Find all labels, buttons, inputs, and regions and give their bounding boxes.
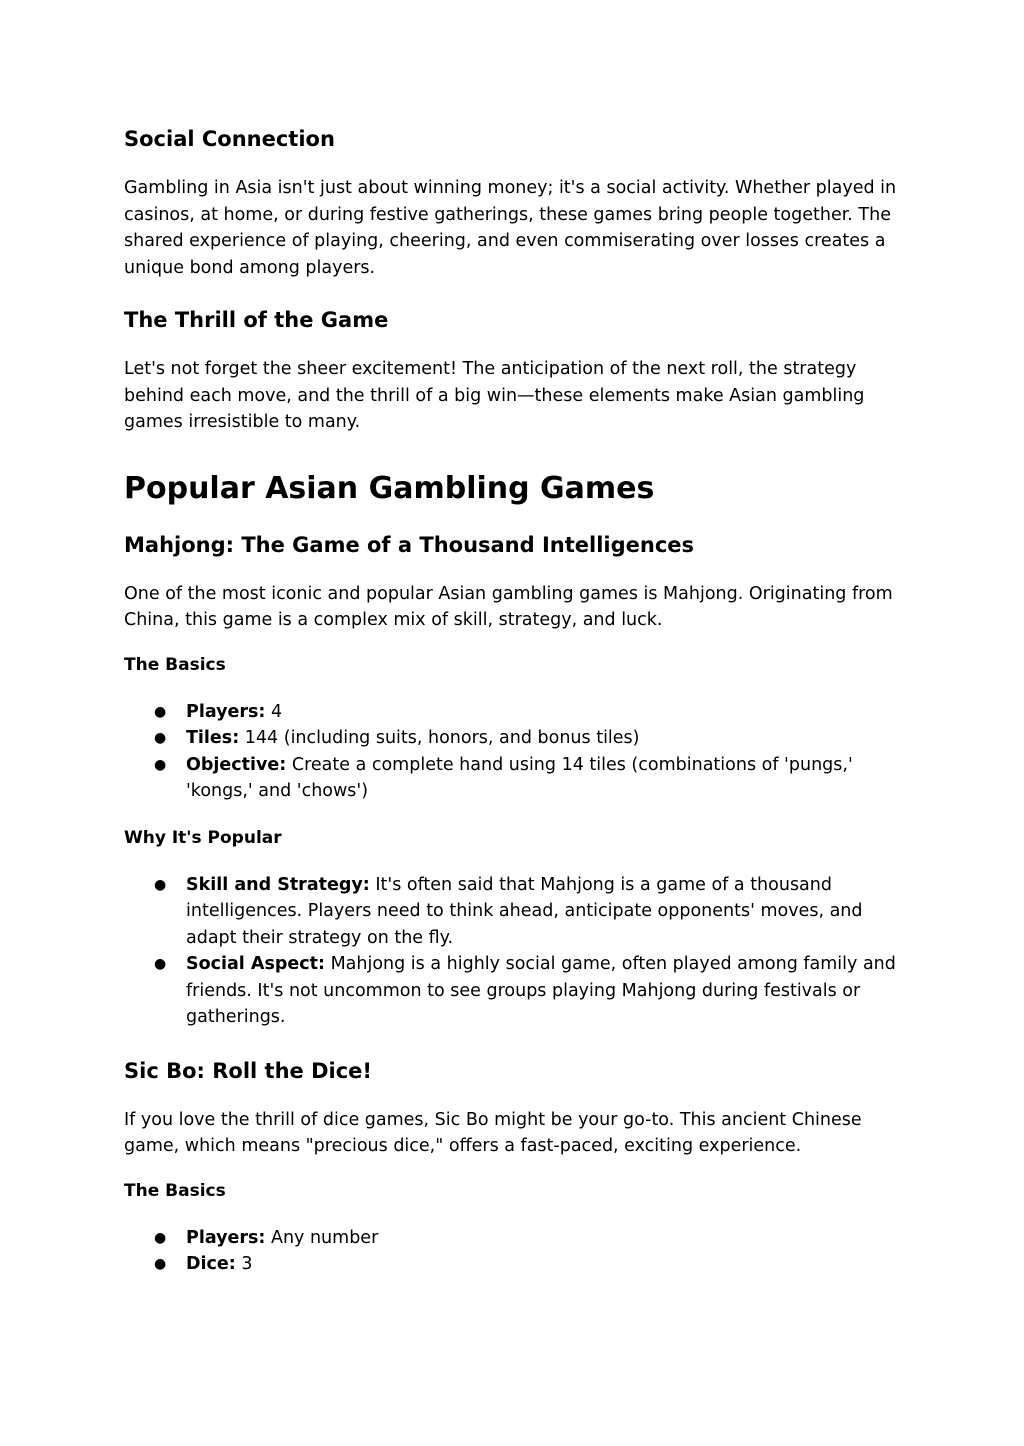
list-item-label: Objective: [186,754,287,775]
mahjong-why-heading: Why It's Popular [124,827,282,848]
sicbo-basics-heading: The Basics [124,1180,226,1201]
list-item-label: Players: [186,1227,266,1248]
sicbo-basics-list [124,1225,904,1278]
list-item-label: Players: [186,701,266,722]
mahjong-why-list [124,872,904,1031]
list-item-label: Social Aspect: [186,954,325,974]
list-item [124,725,904,752]
sicbo-paragraph: If you love the thrill of dice games, Sic Bo might be your go-to. This ancient Chinese game, which means "precious dice," offers a fast-paced, exciting experience. [124,1109,862,1156]
mahjong-basics-heading: The Basics [124,654,226,675]
bullet-icon: ● [154,730,167,746]
sicbo-heading: Sic Bo: Roll the Dice! [124,1058,372,1083]
list-item [124,699,904,726]
mahjong-basics-list [124,699,904,805]
social-connection-heading: Social Connection [124,127,335,151]
list-item [124,1251,904,1278]
list-item-label: Dice: [186,1254,236,1274]
bullet-icon: ● [154,1256,167,1272]
thrill-paragraph: Let's not forget the sheer excitement! The anticipation of the next roll, the strategy behind each move, and the thrill of a big win—these elements make Asian gambling games irresistible to many. [124,359,865,432]
list-item [124,951,904,1031]
mahjong-heading: Mahjong: The Game of a Thousand Intelligences [124,532,695,557]
bullet-icon: ● [154,1229,167,1246]
list-item-text: It's often said that Mahjong is a game of a thousand intelligences. Players need to think ahead, anticipate opponents' moves, and adapt their strategy on the fly. [186,874,863,948]
document-page [124,108,904,1278]
bullet-icon: ● [154,876,167,893]
list-item-text: Mahjong is a highly social game, often played among family and friends. It's not uncommon to see groups playing Mahjong during festivals or gatherings. [186,954,896,1027]
social-connection-paragraph: Gambling in Asia isn't just about winning money; it's a social activity. Whether played in casinos, at home, or during festive gatherings, these games bring people together. The shared experience of playing, cheering, and even commiserating over losses creates a unique bond among players. [124,178,897,278]
list-item [124,1225,904,1252]
list-item-text: 4 [265,701,283,722]
list-item [124,752,904,805]
bullet-icon: ● [154,956,167,972]
list-item-text: Any number [265,1227,379,1248]
list-item-text: 144 (including suits, honors, and bonus tiles) [239,728,640,748]
mahjong-paragraph: One of the most iconic and popular Asian gambling games is Mahjong. Originating from China, this game is a complex mix of skill, strategy, and luck. [124,583,893,630]
bullet-icon: ● [154,756,167,773]
list-item [124,872,904,952]
list-item-text: 3 [235,1254,253,1274]
bullet-icon: ● [154,703,167,720]
thrill-heading: The Thrill of the Game [124,308,389,332]
popular-games-heading: Popular Asian Gambling Games [124,470,655,506]
list-item-text: Create a complete hand using 14 tiles (combinations of 'pungs,' 'kongs,' and 'chows') [186,754,853,801]
list-item-label: Tiles: [186,728,240,748]
list-item-label: Skill and Strategy: [186,874,370,895]
